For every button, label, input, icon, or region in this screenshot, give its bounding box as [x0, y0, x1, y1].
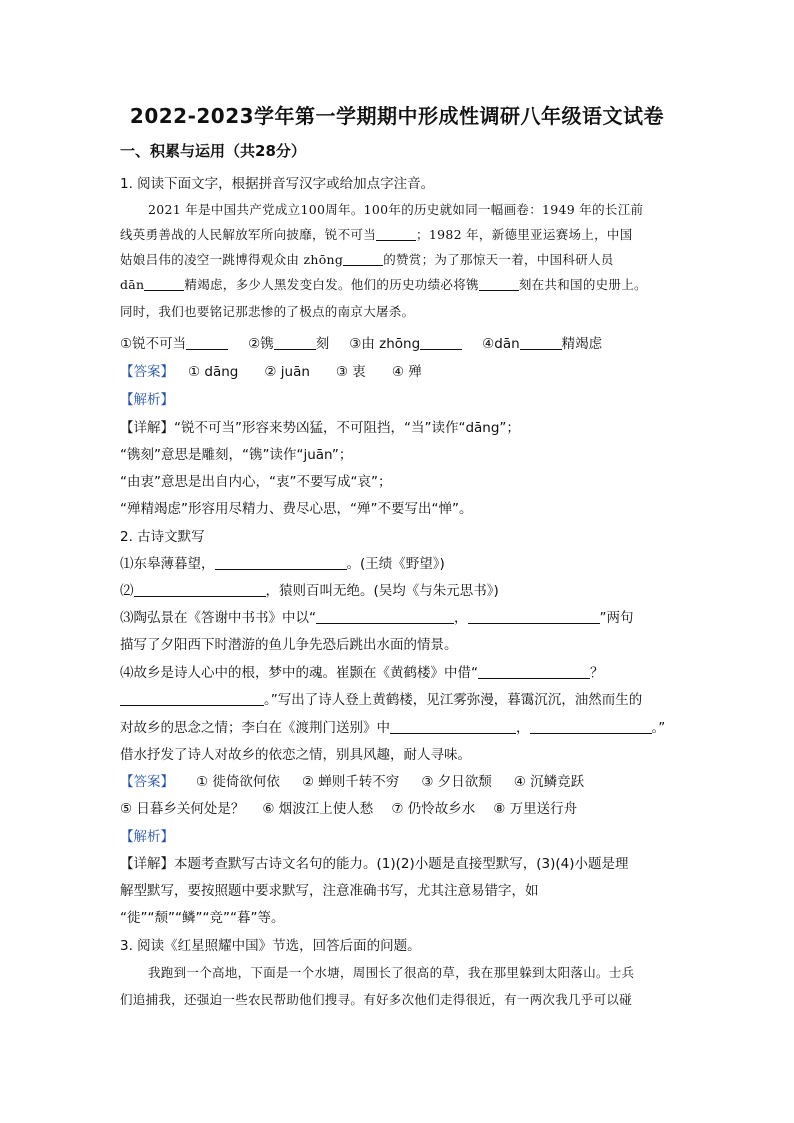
answer-blank[interactable] — [274, 335, 316, 350]
q2-answer — [120, 797, 577, 817]
analysis-line: “镌刻”意思是雕刻，“镌”读作“juān”； — [120, 447, 353, 463]
question-3-prompt: 3. 阅读《红星照耀中国》节选，回答后面的问题。 — [120, 938, 421, 954]
q1-passage-line: dān 精竭虑，多少人黑发变白发。他们的历史功绩必将镌 刻在共和国的史册上。 — [120, 277, 647, 292]
analysis-line: “徙”“颓”“鳞”“竞”“暮”等。 — [120, 910, 285, 926]
analysis-line: 【详解】“锐不可当”形容来势凶猛，不可阻挡，“当”读作“dāng”； — [120, 420, 520, 436]
answer-blank[interactable] — [186, 335, 228, 350]
q1-options: ①锐不可当 ②镌 刻 ③由 zhōng ④dān 精竭虑 — [120, 336, 603, 352]
answer-blank[interactable] — [468, 609, 600, 624]
answer-blank[interactable] — [420, 335, 462, 350]
answer-item: ① 徙倚欲何依 — [196, 774, 280, 790]
q2-line: 借水抒发了诗人对故乡的依恋之情，别具风趣，耐人寻味。 — [120, 747, 471, 763]
section-heading: 一、积累与运用（共28分） — [120, 142, 306, 160]
answer-blank[interactable] — [530, 719, 652, 734]
q2-line: ⑴东皋薄暮望， 。(王绩《野望》) — [120, 556, 445, 572]
answer-item: ② 蝉则千转不穷 — [301, 774, 400, 790]
answer-item: ⑦ 仍怜故乡水 — [391, 801, 476, 817]
q1-passage-line: 2021 年是中国共产党成立100周年。100年的历史就如同一幅画卷：1949 年的长江前 — [148, 202, 644, 217]
q1-passage-line: 同时，我们也要铭记那悲惨的了极点的南京大屠杀。 — [120, 304, 415, 319]
answer-blank[interactable] — [343, 251, 383, 266]
answer-blank[interactable] — [520, 335, 562, 350]
analysis-label: 【解析】 — [120, 829, 174, 845]
q1-passage-line: 线英勇善战的人民解放军所向披靡，锐不可当 ；1982 年，新德里亚运赛场上，中国 — [120, 227, 633, 242]
answer-blank[interactable] — [316, 609, 454, 624]
page-title: 2022-2023学年第一学期期中形成性调研八年级语文试卷 — [129, 104, 665, 128]
q3-passage-line: 们追捕我，还强迫一些农民帮助他们搜寻。有好多次他们走得很近，有一两次我几乎可以碰 — [120, 992, 633, 1007]
question-1-prompt: 1. 阅读下面文字，根据拼音写汉字或给加点字注音。 — [120, 176, 435, 192]
answer-item: ⑤ 日暮乡关何处是？ — [120, 801, 245, 817]
answer-item: ② juān — [264, 364, 310, 380]
q2-line: 。”写出了诗人登上黄鹤楼，见江雾弥漫，暮霭沉沉，油然而生的 — [120, 688, 642, 708]
answer-label: 【答案】 — [120, 774, 174, 790]
q2-line: ⑶陶弘景在《答谢中书书》中以“ ， ”两句 — [120, 610, 634, 626]
answer-blank[interactable] — [479, 276, 519, 291]
answer-blank[interactable] — [144, 276, 184, 291]
answer-item: ④ 沉鳞竞跃 — [513, 774, 585, 790]
q2-line: ⑷故乡是诗人心中的根，梦中的魂。崔颢在《黄鹤楼》中借“ ？ — [120, 665, 604, 681]
q2-line: ⑵ ，猿则百叫无绝。(吴均《与朱元思书》) — [120, 583, 499, 599]
answer-item: ③ 衷 — [335, 364, 366, 380]
answer-blank[interactable] — [376, 226, 416, 241]
q3-passage-line: 我跑到一个高地，下面是一个水塘，周围长了很高的草，我在那里躲到太阳落山。士兵 — [148, 965, 635, 980]
q2-line: 描写了夕阳西下时潜游的鱼儿争先恐后跳出水面的情景。 — [120, 637, 458, 653]
answer-item: ③ 夕日欲颓 — [421, 774, 492, 790]
q1-answer — [120, 360, 422, 380]
analysis-line: 【详解】本题考查默写古诗文名句的能力。(1)(2)小题是直接型默写，(3)(4)小题是理 — [120, 856, 629, 872]
answer-item: ① dāng — [188, 364, 239, 380]
answer-item: ⑥ 烟波江上使人愁 — [262, 801, 374, 817]
question-2-prompt: 2. 古诗文默写 — [120, 529, 205, 545]
answer-label: 【答案】 — [120, 364, 174, 380]
analysis-line: “由衷”意思是出自内心，“衷”不要写成“哀”； — [120, 474, 392, 490]
q2-line: 对故乡的思念之情；李白在《渡荆门送别》中 ， 。” — [120, 720, 666, 736]
analysis-label: 【解析】 — [120, 392, 174, 408]
answer-blank[interactable] — [478, 664, 590, 679]
answer-blank[interactable] — [134, 582, 266, 597]
analysis-line: “殚精竭虑”形容用尽精力、费尽心思，“殚”不要写出“惮”。 — [120, 501, 473, 517]
answer-blank[interactable] — [390, 719, 516, 734]
q2-answer — [120, 770, 584, 790]
answer-item: ⑧ 万里送行舟 — [493, 801, 578, 817]
analysis-line: 解型默写，要按照题中要求默写，注意准确书写，尤其注意易错字，如 — [120, 883, 539, 899]
answer-blank[interactable] — [215, 555, 347, 570]
answer-item: ④ 殚 — [391, 364, 422, 380]
answer-blank[interactable] — [120, 691, 264, 706]
q1-passage-line: 姑娘吕伟的凌空一跳博得观众由 zhōng 的赞赏；为了那惊天一着，中国科研人员 — [120, 252, 614, 267]
